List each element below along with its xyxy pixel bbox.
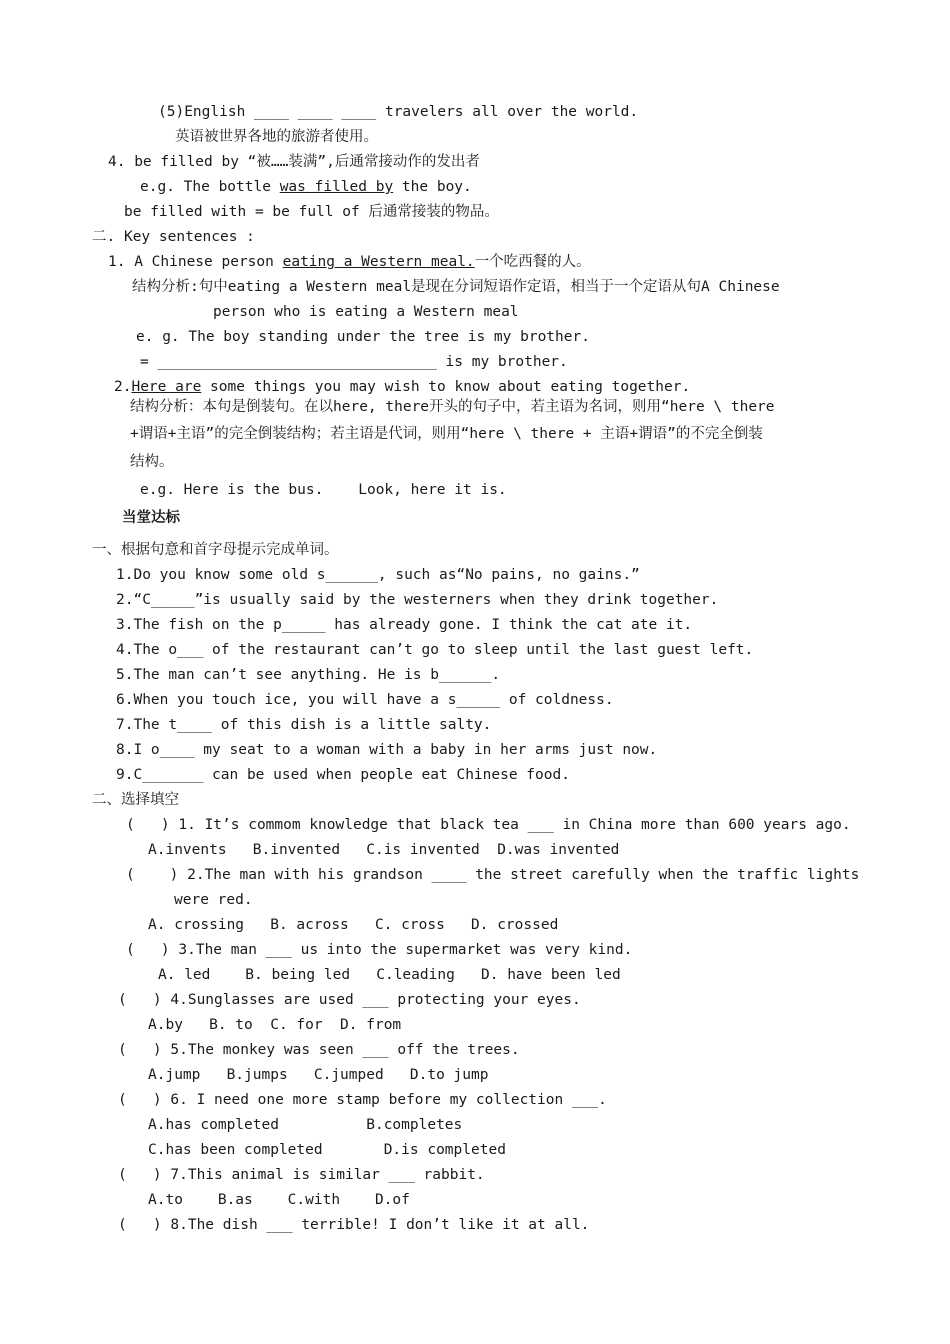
key-sentences-heading: 二. Key sentences : xyxy=(92,229,255,245)
sentence-5-translation: 英语被世界各地的旅游者使用。 xyxy=(175,129,378,145)
choice-options-4: A.by B. to C. for D. from xyxy=(148,1017,402,1033)
choice-question-3: ( ) 3.The man ___ us into the supermarket was very kind. xyxy=(126,942,633,958)
choice-options-3: A. led B. being led C.leading D. have been led xyxy=(158,967,621,983)
choice-question-6: ( ) 6. I need one more stamp before my collection ___. xyxy=(118,1092,607,1108)
point-4-heading: 4. be filled by “被……装满”,后通常接动作的发出者 xyxy=(108,154,480,170)
fill-item-6: 6.When you touch ice, you will have a s_____ of coldness. xyxy=(116,692,614,708)
analysis-1-line1: 结构分析:句中eating a Western meal是现在分词短语作定语，相当于一个定语从句A Chinese xyxy=(132,279,780,295)
choice-options-2: A. crossing B. across C. cross D. crossed xyxy=(148,917,559,933)
choice-question-1: ( ) 1. It’s commom knowledge that black tea ___ in China more than 600 years ago. xyxy=(126,817,851,833)
choice-options-7: A.to B.as C.with D.of xyxy=(148,1192,410,1208)
part1-heading: 一、根据句意和首字母提示完成单词。 xyxy=(92,542,339,558)
example-1-rewrite: = ________________________________ is my brother. xyxy=(140,354,568,370)
choice-question-5: ( ) 5.The monkey was seen ___ off the trees. xyxy=(118,1042,520,1058)
fill-item-7: 7.The t____ of this dish is a little salty. xyxy=(116,717,492,733)
fill-item-9: 9.C_______ can be used when people eat Chinese food. xyxy=(116,767,570,783)
sentence-5: (5)English ____ ____ ____ travelers all over the world. xyxy=(158,104,639,120)
point-4-example: e.g. The bottle was filled by the boy. xyxy=(140,179,472,195)
choice-options-1: A.invents B.invented C.is invented D.was invented xyxy=(148,842,620,858)
analysis-2-line3: 结构。 xyxy=(130,454,174,470)
example-1: e. g. The boy standing under the tree is my brother. xyxy=(136,329,590,345)
key-sentence-1: 1. A Chinese person eating a Western meal.一个吃西餐的人。 xyxy=(108,254,591,270)
example-2: e.g. Here is the bus. Look, here it is. xyxy=(140,482,507,498)
part2-heading: 二、选择填空 xyxy=(92,792,179,808)
fill-item-2: 2.“C_____”is usually said by the westerners when they drink together. xyxy=(116,592,719,608)
fill-item-3: 3.The fish on the p_____ has already gone. I think the cat ate it. xyxy=(116,617,693,633)
fill-item-1: 1.Do you know some old s______, such as“No pains, no gains.” xyxy=(116,567,640,583)
choice-question-4: ( ) 4.Sunglasses are used ___ protecting your eyes. xyxy=(118,992,581,1008)
fill-item-5: 5.The man can’t see anything. He is b______. xyxy=(116,667,501,683)
choice-question-8: ( ) 8.The dish ___ terrible! I don’t like it at all. xyxy=(118,1217,590,1233)
key-sentence-2: 2.Here are some things you may wish to know about eating together. xyxy=(114,379,691,395)
fill-item-8: 8.I o____ my seat to a woman with a baby in her arms just now. xyxy=(116,742,658,758)
choice-options-6a: A.has completed B.completes xyxy=(148,1117,463,1133)
choice-options-5: A.jump B.jumps C.jumped D.to jump xyxy=(148,1067,489,1083)
choice-question-7: ( ) 7.This animal is similar ___ rabbit. xyxy=(118,1167,485,1183)
section-title: 当堂达标 xyxy=(122,510,180,526)
point-4-note: be filled with = be full of 后通常接装的物品。 xyxy=(124,204,499,220)
analysis-1-line2: person who is eating a Western meal xyxy=(213,304,519,320)
analysis-2-line1: 结构分析：本句是倒装句。在以here, there开头的句子中，若主语为名词，则用“here \ there xyxy=(130,399,775,415)
analysis-2-line2: +谓语+主语”的完全倒装结构；若主语是代词，则用“here \ there + 主语+谓语”的不完全倒装 xyxy=(130,426,763,442)
choice-question-2: ( ) 2.The man with his grandson ____ the street carefully when the traffic lights xyxy=(126,867,860,883)
choice-question-2-cont: were red. xyxy=(174,892,253,908)
fill-item-4: 4.The o___ of the restaurant can’t go to sleep until the last guest left. xyxy=(116,642,754,658)
choice-options-6b: C.has been completed D.is completed xyxy=(148,1142,506,1158)
